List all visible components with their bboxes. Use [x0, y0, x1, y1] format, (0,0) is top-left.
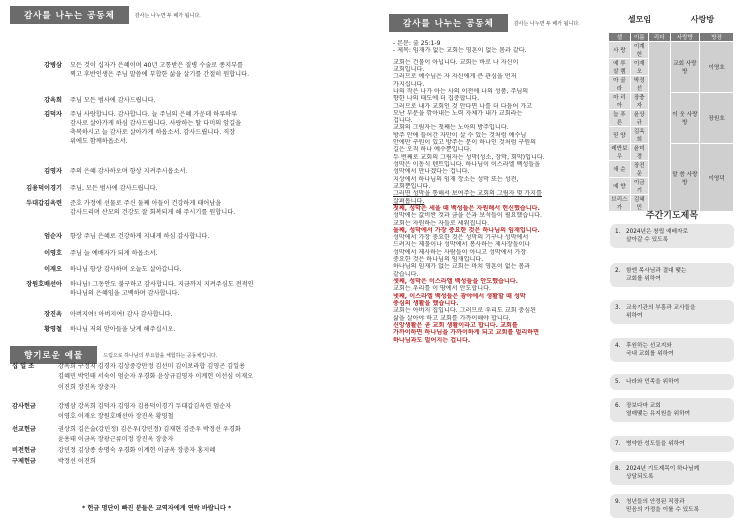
sermon-line: 둘째, 성막에서 가장 중요한 것은 하나님의 임재입니다. — [393, 226, 540, 234]
offering-label: 감사헌금 — [12, 403, 36, 410]
offering-names — [58, 457, 362, 467]
testimony-line: 주님 늘 예배자가 되게 하옵소서. — [70, 250, 158, 257]
testimony-text — [70, 265, 360, 274]
sermon-line: 교회뿐입니다. — [393, 182, 431, 190]
sermon-line: 신앙생활은 곧 교회 생활이라고 합니다. 교회를 — [393, 321, 518, 329]
prayer-item — [610, 436, 734, 452]
testimony-row — [20, 61, 360, 79]
testimony-line: 찍고 후반인생은 주님 말씀에 부합한 삶을 살기를 간절히 원합니다. — [70, 71, 250, 78]
cell-name: 예 루 살 렘 — [609, 59, 631, 76]
prayer-line: 교회를 위하여 — [626, 276, 661, 282]
testimony-row — [20, 167, 360, 176]
sermon-line: 드려지는 제물이나 성막에서 봉사하는 제사장들이나 — [393, 241, 531, 249]
prayer-text — [626, 440, 729, 448]
prayer-title: 주간기도제목 — [645, 211, 699, 221]
offering-row — [12, 402, 362, 423]
prayer-number: 4. — [615, 343, 621, 349]
cell-name: 새 순 — [609, 161, 631, 178]
sermon-line: 교회는 자원하는 자들로 세워집니다. — [393, 219, 490, 227]
prayer-line: 교육기관의 부흥과 교사들을 — [626, 305, 696, 311]
sermon-line: - 본문: 출 25:1-9 — [393, 40, 441, 47]
prayer-text — [626, 304, 729, 320]
sermon-line: 교회는 건물이 아닙니다. 교회는 바로 나 자신이 — [393, 58, 519, 66]
sermon-line: 그러면 성막을 통해서 보여주는 교회의 그림자 몇 가지를 — [393, 190, 542, 198]
sermon-line: 교회는 우리를 이 땅에서 안도합니다. — [393, 285, 491, 293]
testimony-name: 김덕자 — [44, 111, 62, 118]
prayer-number: 1. — [615, 229, 621, 235]
prayer-line: 후원하는 선교지와 — [626, 343, 672, 349]
offering-names — [58, 402, 362, 423]
prayer-item — [610, 494, 734, 518]
cell-name: 늘 푸 른 — [609, 110, 631, 127]
sermon-line: 교회는 아버지 집입니다. 그러므로 우리도 교회 중심된 — [393, 307, 537, 315]
sermon-line: 중요한 것은 하나님의 임재입니다. — [393, 256, 484, 264]
prayer-number: 9. — [615, 499, 621, 505]
testimony-name: 엄순자 — [44, 233, 62, 240]
testimony-text — [70, 110, 360, 146]
sermon-line: 하나님의 임재가 없는 교회는 마치 영혼이 없는 몸과 — [393, 263, 531, 271]
prayer-item — [610, 398, 734, 422]
offering-row — [12, 425, 362, 446]
testimony-text — [70, 61, 360, 79]
sermon-line: 겁니다. — [393, 117, 413, 125]
prayer-item — [610, 263, 734, 287]
prayer-number: 5. — [615, 379, 621, 385]
testimony-row — [20, 199, 360, 217]
sermon-line: 셋째, 성막은 이스라엘 백성들을 안도했습니다. — [393, 278, 518, 285]
prayer-line: 청년들의 안정된 직장과 — [626, 499, 685, 505]
cell-name: 사 랑 — [609, 42, 631, 59]
prayer-line: 상달되도록 — [626, 474, 654, 480]
sarangbang-leader: 이영호 — [700, 42, 734, 93]
offering-names — [58, 362, 362, 393]
testimony-line: 감사드리며 산모의 건강도 잘 회복되게 해 주시기를 원합니다. — [70, 209, 236, 216]
thanks-header-right — [389, 14, 580, 32]
testimony-text — [70, 167, 360, 176]
prayer-line: 살아갈 수 있도록 — [626, 237, 669, 243]
sermon-line: 가까이하면 하나님을 가까이하게 되고 교회를 멀리하면 — [393, 329, 539, 337]
testimony-name: 황영철 — [44, 326, 62, 333]
prayer-item — [610, 300, 734, 324]
cell-leader-name: 장진운 — [630, 161, 648, 178]
testimony-text — [70, 96, 360, 105]
sermon-line: 살펴봅니다. — [393, 197, 425, 205]
sermon-line: 교회의 그림자는 첫째는 노아의 방주입니다. — [393, 124, 509, 132]
sermon-line: - 제목: 임재가 없는 교회는 영혼이 없는 몸과 같다. — [393, 47, 527, 55]
sermon-line: 그러므로 예수님은 자 자신에게 큰 관심을 먼저 — [393, 73, 517, 81]
cell-name: 아 골 라 — [609, 76, 631, 93]
testimony-line: 하나님 저의 맏아들을 낫게 해주십시오. — [70, 326, 176, 333]
prayer-line: 국내 교회를 위하여 — [626, 351, 674, 357]
sarangbang-name: 이 웃 사랑방 — [670, 93, 700, 144]
testimony-name: 강병삼 — [44, 62, 62, 69]
testimony-name: 강옥희 — [44, 97, 62, 104]
cell-name: 레반보우 — [609, 144, 631, 161]
prayer-number: 6. — [615, 403, 621, 409]
testimony-line: 하나님의 은혜임을 고백하며 감사합니다. — [70, 290, 180, 297]
sermon-line: 하나님과도 멀어지는 겁니다. — [393, 336, 471, 344]
testimony-name: 장원호배선아 — [26, 281, 62, 288]
col-leader: 리더 — [648, 33, 670, 42]
sermon-line: 지상에서 하나님의 임재 장소는 성막 또는 성전, — [393, 175, 519, 183]
cell-leader-name: 김옥희 — [630, 127, 648, 144]
sermon-line: 성막은 이동식 텐트입니다. 하나님이 이스라엘 백성들을 — [393, 161, 541, 168]
testimony-line: 모든 것이 십자가 은혜이며 40년 고통받은 질병 수술로 종지부를 — [70, 62, 244, 69]
thanks-header-left — [10, 6, 201, 24]
col-cell: 셀 — [609, 33, 631, 42]
sarangbang-name: 말 씀 사랑방 — [670, 144, 700, 212]
prayer-line: 위하여 — [626, 313, 643, 319]
offering-line: 윤용태 이금옥 장광근류미정 장진옥 장충자 — [58, 436, 174, 444]
testimony-line: 아버지여! 아버지여! 감사 감사합니다. — [70, 311, 173, 318]
prayer-line: 장보다마 교회 — [626, 403, 661, 409]
testimony-name: 장진옥 — [44, 311, 62, 318]
cell-leader-name: 윤미경 — [630, 144, 648, 161]
thanks-header-title: 감사를 나누는 공동체 — [389, 14, 508, 32]
cell-row — [609, 93, 734, 110]
sermon-line: 그러므로 내가 교회인 것 안다면 나를 더 다듬어 가고 — [393, 102, 533, 110]
testimony-line: 주님 모든 범사에 감사드립니다. — [70, 97, 156, 104]
offering-line: 권상희 김은술(강민정) 김은우(강민정) 김재현 김준우 박정선 우경화 — [58, 426, 241, 433]
offering-label: 선교헌금 — [12, 426, 36, 433]
sermon-line: 중심의 생활을 했습니다. — [393, 299, 459, 307]
cell-row — [609, 144, 734, 161]
testimony-text — [70, 325, 360, 334]
cell-leader-name: 이계헌 — [630, 42, 648, 59]
prayer-item — [610, 461, 734, 485]
prayer-text — [626, 228, 729, 244]
sarangbang-leader: 장원호 — [700, 93, 734, 144]
offering-row — [12, 362, 362, 393]
offering-line: 강옥희 구정지 김경자 김상중강만정 김선미 김이보라합 김영곤 김일용 — [58, 363, 246, 370]
offering-header-title: 향기로운 예물 — [10, 346, 97, 364]
sermon-line: 가지십니다. — [393, 80, 425, 88]
offering-line: 이영호 이재오 장원호배선아 장진옥 황영철 — [58, 413, 174, 421]
testimony-row — [20, 265, 360, 274]
sermon-line: 성막에는 값비싼 것과 금을 은과 보석들이 필요했습니다. — [393, 212, 542, 220]
testimony-line: 하나님 항상 감사하며 오늘도 살아갑니다. — [70, 266, 182, 273]
offering-header-subtitle: 드림으로 하나님의 부요함을 체험하는 공동체입니다. — [103, 352, 218, 359]
sermon-line: 길은 오직 하나 예수뿐입니다. — [393, 146, 472, 154]
prayer-text — [626, 378, 729, 386]
sermon-line: 방주 안에 들어간 자만이 살 수 있는 것처럼 예수님 — [393, 131, 527, 139]
testimony-line: 주님 사랑합니다. 감사합니다. 늘 주님의 은혜 가운데 하루하루 — [70, 111, 238, 118]
cell-leader-name: 김혜민 — [630, 195, 648, 212]
sermon-line: 안에만 구원이 있고 방주는 문이 하나인 것처럼 구원의 — [393, 139, 537, 147]
thanks-header-subtitle: 감사는 나누면 두 배가 됩니다. — [513, 20, 580, 27]
right-page — [375, 0, 750, 530]
offering-notice: * 헌금 명단이 빠진 분들은 교역자에게 연락 바랍니다 * — [82, 505, 232, 512]
cell-leader-name: 이금기 — [630, 178, 648, 195]
sermon-line: 성막에서 제사하는 사람들이 아니고 성막에서 가장 — [393, 248, 527, 256]
testimony-name: 이영호 — [44, 250, 62, 257]
prayer-line: 나라와 민족을 위하여 — [626, 379, 680, 385]
prayer-text — [626, 342, 729, 358]
prayer-text — [626, 267, 729, 283]
prayer-line: 병약한 성도들을 위하여 — [626, 441, 685, 447]
prayer-number: 3. — [615, 305, 621, 311]
testimony-row — [20, 249, 360, 258]
leader-column — [648, 42, 670, 212]
testimony-row — [20, 96, 360, 105]
cell-group-title: 셀모임 — [627, 15, 652, 24]
offering-line: 강민정 김상종 송명숙 우경화 이계헌 이금옥 장충자 홍지혜 — [58, 447, 216, 454]
cell-table-header — [609, 33, 734, 42]
offering-names — [58, 425, 362, 446]
testimony-text — [70, 310, 360, 319]
thanks-header-subtitle: 감사는 나누면 두 배가 됩니다. — [134, 12, 201, 19]
sarangbang-title: 사랑방 — [690, 15, 715, 24]
prayer-number: 2. — [615, 268, 621, 274]
offering-line: 강병삼 강옥희 김덕자 김영자 김용덕이경기 두대갑김옥련 엄순자 — [58, 403, 232, 410]
cell-leader-name: 장충자 — [630, 93, 648, 110]
prayer-item — [610, 224, 734, 248]
testimony-row — [20, 325, 360, 334]
col-sarangbang: 사랑방 — [670, 33, 700, 42]
sermon-line: 나의 작은 나가 아는 사의 이전에 나의 성품, 주님의 — [393, 87, 529, 95]
cell-row — [609, 42, 734, 59]
offering-row — [12, 457, 362, 467]
offering-label: 구제헌금 — [12, 458, 36, 465]
prayer-line: 2024년 기도제목이 하나님께 — [626, 466, 700, 472]
sermon-line: 넷째, 이스라엘 백성들은 광야에서 생활할 때 성막 — [393, 292, 526, 300]
testimony-name: 이재오 — [44, 266, 62, 273]
sermon-line: 성막에서 만나겠다는 겁니다. — [393, 168, 470, 176]
testimony-line: 주님, 모든 범사에 감사드립니다. — [70, 185, 158, 192]
testimony-line: 준호 가정에 선물로 주신 둘째 아들이 건강하게 태어남을 — [70, 200, 222, 207]
prayer-number: 7. — [615, 441, 621, 447]
offering-names — [58, 446, 362, 456]
sermon-line: 첫째, 성막은 세울 때 백성들은 자원해서 헌신했습니다. — [393, 204, 540, 212]
cell-leader-name: 박정선 — [630, 76, 648, 93]
testimony-line: 감사로 살아가게 하심 감사드립니다. 사랑하는 딸 다미의 앞길을 — [70, 120, 242, 127]
offering-row — [12, 446, 362, 456]
testimony-name: 두대갑김옥련 — [26, 200, 62, 207]
prayer-number: 8. — [615, 466, 621, 472]
sermon-line: 모난 부분을 깎아내는 노력 자체가 내가 교회라는 — [393, 109, 523, 117]
testimony-line: 하나님! 그동안도 불구하고 감사합니다. 지금까지 지켜주심도 전적인 — [70, 281, 254, 288]
cell-leader-name: 윤상규 — [630, 110, 648, 127]
offering-label: 십 일 조 — [12, 363, 35, 370]
prayer-line: 2024년은 창립 예배자로 — [626, 229, 689, 235]
prayer-item — [610, 338, 734, 362]
offering-line: 김혜민 박인태 서숙이 엄순자 우경화 윤상규김영자 이계헌 이선심 이재오 — [58, 373, 254, 381]
testimony-line: 위에도 함께하옵소서. — [70, 138, 128, 145]
testimony-row — [20, 110, 360, 146]
sermon-line: 교회입니다. — [393, 65, 425, 73]
sermon-line: 향한 나의 태도에 더 집중합니다. — [393, 95, 480, 103]
testimony-text — [70, 249, 360, 258]
cell-name: 마 리 아 — [609, 93, 631, 110]
sarangbang-leader: 이영덕 — [700, 144, 734, 212]
cell-name: 예 향 — [609, 178, 631, 195]
prayer-text — [626, 402, 729, 418]
prayer-text — [626, 465, 729, 481]
testimony-text — [70, 280, 360, 298]
sermon-line: 같습니다. — [393, 270, 419, 278]
testimony-name: 김영자 — [44, 168, 62, 175]
testimony-line: 항상 주님 은혜로 건강하게 지내게 하심 감사합니다. — [70, 233, 210, 240]
sermon-line: 성막에서 가장 중요한 것은 성막의 기구나 성막에서 — [393, 234, 529, 242]
prayer-line: 믿음의 가정을 이룰 수 있도록 — [626, 507, 700, 513]
cell-leader-name: 이재오 — [630, 59, 648, 76]
cell-group-table — [608, 32, 734, 212]
sermon-line: 두 번째로 교회의 그림자는 성막(성소, 장막, 회막)입니다. — [393, 153, 545, 161]
sarangbang-name: 교회 사랑방 — [670, 42, 700, 93]
sermon-line: 삶을 살아야 하고 교회를 가까이해야 합니다. — [393, 314, 511, 322]
col-name: 이름 — [630, 33, 648, 42]
testimony-line: 주의 은혜 감사하오며 항상 지켜주시옵소서. — [70, 168, 188, 175]
testimony-row — [20, 280, 360, 298]
testimony-row — [20, 184, 360, 193]
thanks-header-title: 감사를 나누는 공동체 — [10, 6, 129, 24]
prayer-text — [626, 498, 729, 514]
cell-name: 브리스가 — [609, 195, 631, 212]
testimony-text — [70, 184, 360, 193]
offering-label: 비전헌금 — [12, 447, 36, 454]
testimony-row — [20, 310, 360, 319]
testimony-text — [70, 232, 360, 241]
testimony-text — [70, 199, 360, 217]
offering-line: 박정선 이진희 — [58, 458, 96, 465]
cell-name: 믿 양 — [609, 127, 631, 144]
testimony-line: 축복하시고 늘 감사로 살아가게 하옵소서. 감사드립니다. 직장 — [70, 129, 236, 136]
col-head: 방장 — [700, 33, 734, 42]
testimony-row — [20, 232, 360, 241]
sermon-notes — [393, 40, 615, 344]
testimony-name: 김용덕이경기 — [26, 185, 62, 192]
offering-line: 이진희 장진옥 장충자 — [58, 383, 116, 391]
prayer-line: 열매맺는 유지원을 위하여 — [626, 411, 691, 417]
prayer-line: 함엔 목사님과 결대 맺는 — [626, 268, 687, 274]
prayer-item — [610, 374, 734, 390]
